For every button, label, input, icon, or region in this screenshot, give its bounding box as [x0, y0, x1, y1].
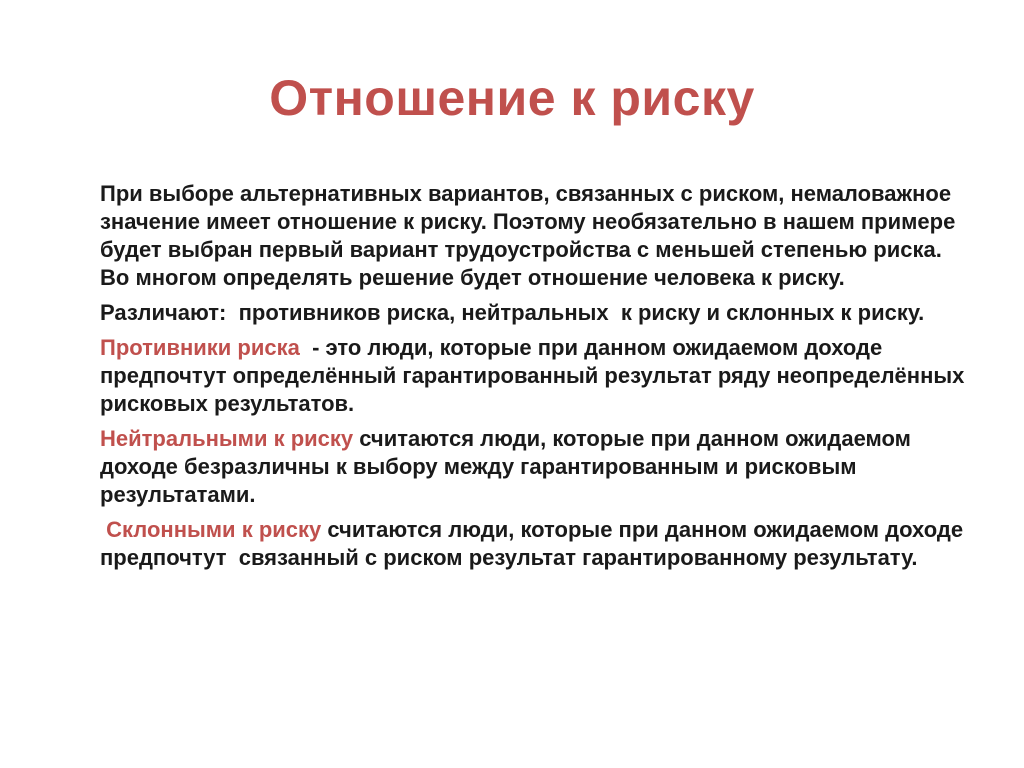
definition-risk-averse: - это люди, которые при данном ожидаемом доходе предпочтут определённый гарантированный результат ряду неопределённых рисковых результатов.	[100, 335, 971, 416]
paragraph-risk-seeking	[100, 516, 970, 572]
term-risk-averse: Противники риска	[100, 335, 300, 360]
definition-risk-neutral: считаются люди, которые при данном ожидаемом доходе безразличны к выбору между гарантированным и рисковым результатами.	[100, 426, 918, 507]
paragraph-intro: При выборе альтернативных вариантов, связанных с риском, немаловажное значение имеет отношение к риску. Поэтому необязательно в нашем примере будет выбран первый вариант трудоустройства с меньшей степенью риска. Во многом определять решение будет отношение человека к риску.	[100, 181, 962, 290]
term-risk-neutral: Нейтральными к риску	[100, 426, 354, 451]
definition-risk-seeking: считаются люди, которые при данном ожидаемом доходе предпочтут связанный с риском результат гарантированному результату.	[100, 517, 970, 570]
paragraph-risk-neutral	[100, 425, 970, 509]
slide-title: Отношение к риску	[269, 70, 755, 126]
slide-body	[100, 180, 970, 579]
term-risk-seeking: Склонными к риску	[100, 517, 322, 542]
paragraph-types: Различают: противников риска, нейтральных к риску и склонных к риску.	[100, 300, 925, 325]
paragraph-risk-averse	[100, 334, 970, 418]
